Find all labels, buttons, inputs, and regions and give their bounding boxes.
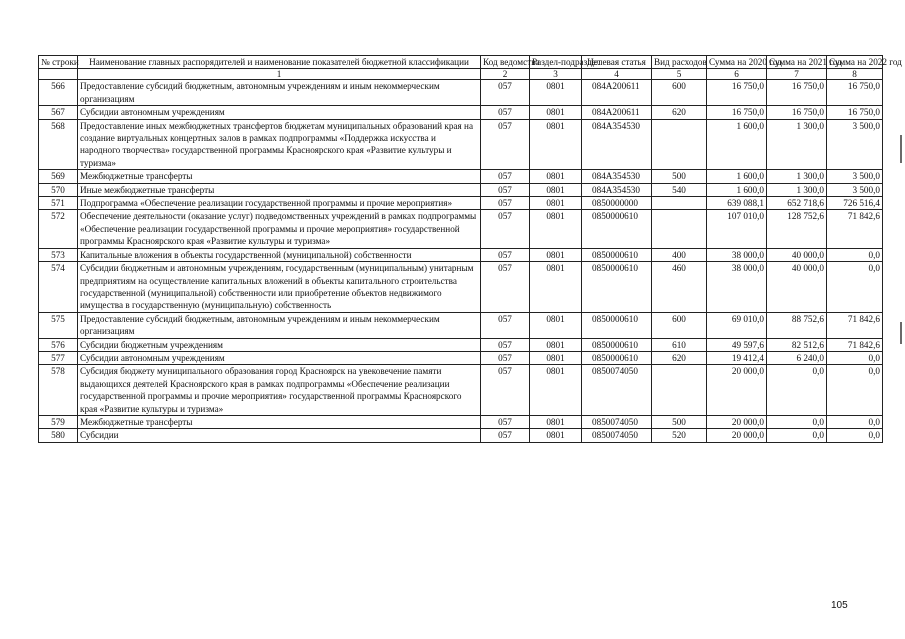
row-name: Предоставление субсидий бюджетным, автономным учреждениям и иным некоммерческим организациям — [78, 80, 481, 106]
table-row — [39, 351, 883, 364]
row-sum-2022: 0,0 — [827, 248, 883, 261]
row-ved-code: 057 — [481, 262, 530, 313]
table-row — [39, 338, 883, 351]
row-sum-2022: 71 842,6 — [827, 312, 883, 338]
row-ved-code: 057 — [481, 119, 530, 170]
row-ved-code: 057 — [481, 80, 530, 106]
row-sum-2022: 0,0 — [827, 262, 883, 313]
header-cell: Вид расходов — [652, 56, 707, 69]
row-sum-2021: 0,0 — [767, 415, 827, 428]
row-razdel-code: 0801 — [530, 415, 582, 428]
row-razdel-code: 0801 — [530, 351, 582, 364]
header-cell: № строки — [39, 56, 78, 69]
row-number: 578 — [39, 365, 78, 416]
row-razdel-code: 0801 — [530, 119, 582, 170]
row-sum-2022: 0,0 — [827, 429, 883, 442]
table-row — [39, 248, 883, 261]
table-row — [39, 183, 883, 196]
index-cell: 1 — [78, 69, 481, 80]
table-row — [39, 429, 883, 442]
row-sum-2022: 71 842,6 — [827, 338, 883, 351]
row-target-code: 0850000610 — [582, 262, 652, 313]
row-vid-code: 600 — [652, 80, 707, 106]
row-ved-code: 057 — [481, 351, 530, 364]
row-sum-2022: 71 842,6 — [827, 210, 883, 248]
row-target-code: 084А354530 — [582, 119, 652, 170]
row-vid-code: 400 — [652, 248, 707, 261]
index-cell: 2 — [481, 69, 530, 80]
row-name: Субсидии автономным учреждениям — [78, 351, 481, 364]
index-cell: 8 — [827, 69, 883, 80]
row-sum-2020: 20 000,0 — [707, 415, 767, 428]
row-sum-2021: 0,0 — [767, 365, 827, 416]
row-ved-code: 057 — [481, 197, 530, 210]
row-number: 568 — [39, 119, 78, 170]
row-sum-2020: 639 088,1 — [707, 197, 767, 210]
index-cell: 4 — [582, 69, 652, 80]
row-sum-2021: 128 752,6 — [767, 210, 827, 248]
table-row — [39, 197, 883, 210]
row-target-code: 0850000610 — [582, 210, 652, 248]
row-name: Предоставление иных межбюджетных трансфертов бюджетам муниципальных образований края на создание виртуальных концертных залов в рамках подпрограммы «Поддержка искусства и народного творчества» государственной программы Красноярского края «Развитие культуры и туризма» — [78, 119, 481, 170]
row-sum-2021: 6 240,0 — [767, 351, 827, 364]
row-sum-2021: 1 300,0 — [767, 170, 827, 183]
row-sum-2020: 1 600,0 — [707, 119, 767, 170]
row-name: Субсидии — [78, 429, 481, 442]
row-sum-2021: 1 300,0 — [767, 119, 827, 170]
index-cell: 5 — [652, 69, 707, 80]
page-number: 105 — [831, 600, 848, 611]
row-ved-code: 057 — [481, 106, 530, 119]
header-cell: Целевая статья — [582, 56, 652, 69]
index-cell — [39, 69, 78, 80]
row-name: Предоставление субсидий бюджетным, автономным учреждениям и иным некоммерческим организациям — [78, 312, 481, 338]
row-sum-2021: 40 000,0 — [767, 262, 827, 313]
row-vid-code: 620 — [652, 351, 707, 364]
header-cell: Наименование главных распорядителей и наименование показателей бюджетной классификации — [78, 56, 481, 69]
row-target-code: 084А354530 — [582, 183, 652, 196]
row-sum-2022: 0,0 — [827, 365, 883, 416]
table-body — [39, 80, 883, 442]
row-razdel-code: 0801 — [530, 197, 582, 210]
row-ved-code: 057 — [481, 210, 530, 248]
row-vid-code — [652, 210, 707, 248]
row-name: Субсидии бюджетным и автономным учреждениям, государственным (муниципальным) унитарным предприятиям на осуществление капитальных вложений в объекты капитального строительства государственной (муниципальной) собственности или приобретение объектов недвижимого имущества в государственную (муниципальную) собственность — [78, 262, 481, 313]
row-name: Подпрограмма «Обеспечение реализации государственной программы и прочие мероприятия» — [78, 197, 481, 210]
row-vid-code: 610 — [652, 338, 707, 351]
row-name: Субсидия бюджету муниципального образования город Красноярск на увековечение памяти выдающихся деятелей Красноярского края в рамках подпрограммы «Обеспечение реализации государственной программы и прочие мероприятия» государственной программы Красноярского края «Развитие культуры и туризма» — [78, 365, 481, 416]
row-target-code: 0850000610 — [582, 312, 652, 338]
row-ved-code: 057 — [481, 429, 530, 442]
row-ved-code: 057 — [481, 183, 530, 196]
table-row — [39, 210, 883, 248]
row-target-code: 0850074050 — [582, 365, 652, 416]
row-vid-code: 460 — [652, 262, 707, 313]
header-cell: Код ведомства — [481, 56, 530, 69]
row-number: 574 — [39, 262, 78, 313]
row-sum-2021: 88 752,6 — [767, 312, 827, 338]
row-ved-code: 057 — [481, 312, 530, 338]
row-vid-code: 600 — [652, 312, 707, 338]
row-number: 579 — [39, 415, 78, 428]
row-target-code: 084А354530 — [582, 170, 652, 183]
table-row — [39, 312, 883, 338]
row-sum-2021: 16 750,0 — [767, 80, 827, 106]
row-sum-2022: 3 500,0 — [827, 119, 883, 170]
header-row — [39, 56, 883, 69]
row-razdel-code: 0801 — [530, 210, 582, 248]
budget-table — [38, 55, 902, 443]
row-vid-code — [652, 119, 707, 170]
row-ved-code: 057 — [481, 338, 530, 351]
row-razdel-code: 0801 — [530, 262, 582, 313]
row-vid-code: 520 — [652, 429, 707, 442]
row-vid-code — [652, 365, 707, 416]
table-row — [39, 106, 883, 119]
row-vid-code — [652, 197, 707, 210]
row-sum-2020: 20 000,0 — [707, 365, 767, 416]
row-sum-2021: 16 750,0 — [767, 106, 827, 119]
row-number: 576 — [39, 338, 78, 351]
row-ved-code: 057 — [481, 248, 530, 261]
row-sum-2022: 726 516,4 — [827, 197, 883, 210]
row-sum-2020: 49 597,6 — [707, 338, 767, 351]
row-number: 570 — [39, 183, 78, 196]
row-sum-2020: 1 600,0 — [707, 183, 767, 196]
row-name: Субсидии бюджетным учреждениям — [78, 338, 481, 351]
row-number: 566 — [39, 80, 78, 106]
row-name: Обеспечение деятельности (оказание услуг) подведомственных учреждений в рамках подпрограммы «Обеспечение реализации государственной программы и прочие мероприятия» государственной программы Красноярского края «Развитие культуры и туризма» — [78, 210, 481, 248]
row-razdel-code: 0801 — [530, 429, 582, 442]
row-sum-2020: 16 750,0 — [707, 106, 767, 119]
row-number: 567 — [39, 106, 78, 119]
index-cell: 6 — [707, 69, 767, 80]
row-sum-2022: 0,0 — [827, 351, 883, 364]
row-sum-2020: 20 000,0 — [707, 429, 767, 442]
column-index-row — [39, 69, 883, 80]
header-cell: Сумма на 2020 год — [707, 56, 767, 69]
index-cell: 3 — [530, 69, 582, 80]
row-number: 575 — [39, 312, 78, 338]
index-cell: 7 — [767, 69, 827, 80]
header-cell: Сумма на 2022 год — [827, 56, 883, 69]
table-row — [39, 80, 883, 106]
row-number: 580 — [39, 429, 78, 442]
row-sum-2021: 1 300,0 — [767, 183, 827, 196]
row-name: Межбюджетные трансферты — [78, 170, 481, 183]
row-razdel-code: 0801 — [530, 248, 582, 261]
row-number: 572 — [39, 210, 78, 248]
row-ved-code: 057 — [481, 415, 530, 428]
row-razdel-code: 0801 — [530, 183, 582, 196]
row-target-code: 084А200611 — [582, 106, 652, 119]
row-ved-code: 057 — [481, 365, 530, 416]
row-number: 573 — [39, 248, 78, 261]
table-row — [39, 262, 883, 313]
row-sum-2020: 38 000,0 — [707, 262, 767, 313]
row-sum-2021: 82 512,6 — [767, 338, 827, 351]
row-name: Субсидии автономным учреждениям — [78, 106, 481, 119]
row-razdel-code: 0801 — [530, 106, 582, 119]
row-sum-2020: 69 010,0 — [707, 312, 767, 338]
row-sum-2022: 0,0 — [827, 415, 883, 428]
row-vid-code: 540 — [652, 183, 707, 196]
row-number: 571 — [39, 197, 78, 210]
row-target-code: 0850000610 — [582, 248, 652, 261]
row-vid-code: 500 — [652, 170, 707, 183]
row-sum-2020: 19 412,4 — [707, 351, 767, 364]
row-name: Межбюджетные трансферты — [78, 415, 481, 428]
row-target-code: 0850074050 — [582, 429, 652, 442]
row-razdel-code: 0801 — [530, 80, 582, 106]
row-number: 577 — [39, 351, 78, 364]
row-sum-2020: 107 010,0 — [707, 210, 767, 248]
table-row — [39, 415, 883, 428]
row-target-code: 084А200611 — [582, 80, 652, 106]
row-sum-2020: 1 600,0 — [707, 170, 767, 183]
row-sum-2020: 16 750,0 — [707, 80, 767, 106]
row-target-code: 0850000610 — [582, 351, 652, 364]
row-target-code: 0850074050 — [582, 415, 652, 428]
scan-edge-mark — [900, 322, 902, 344]
table-row — [39, 365, 883, 416]
row-sum-2022: 3 500,0 — [827, 170, 883, 183]
row-sum-2022: 16 750,0 — [827, 80, 883, 106]
header-cell: Сумма на 2021 год — [767, 56, 827, 69]
row-name: Капитальные вложения в объекты государственной (муниципальной) собственности — [78, 248, 481, 261]
row-razdel-code: 0801 — [530, 365, 582, 416]
scan-edge-mark — [900, 135, 902, 163]
row-ved-code: 057 — [481, 170, 530, 183]
header-cell: Раздел-подраздел — [530, 56, 582, 69]
row-sum-2021: 0,0 — [767, 429, 827, 442]
table-row — [39, 119, 883, 170]
row-sum-2022: 3 500,0 — [827, 183, 883, 196]
row-vid-code: 620 — [652, 106, 707, 119]
row-razdel-code: 0801 — [530, 312, 582, 338]
row-sum-2021: 652 718,6 — [767, 197, 827, 210]
row-razdel-code: 0801 — [530, 170, 582, 183]
table-row — [39, 170, 883, 183]
row-sum-2021: 40 000,0 — [767, 248, 827, 261]
row-number: 569 — [39, 170, 78, 183]
row-target-code: 0850000000 — [582, 197, 652, 210]
row-vid-code: 500 — [652, 415, 707, 428]
row-sum-2020: 38 000,0 — [707, 248, 767, 261]
row-sum-2022: 16 750,0 — [827, 106, 883, 119]
row-name: Иные межбюджетные трансферты — [78, 183, 481, 196]
row-target-code: 0850000610 — [582, 338, 652, 351]
row-razdel-code: 0801 — [530, 338, 582, 351]
